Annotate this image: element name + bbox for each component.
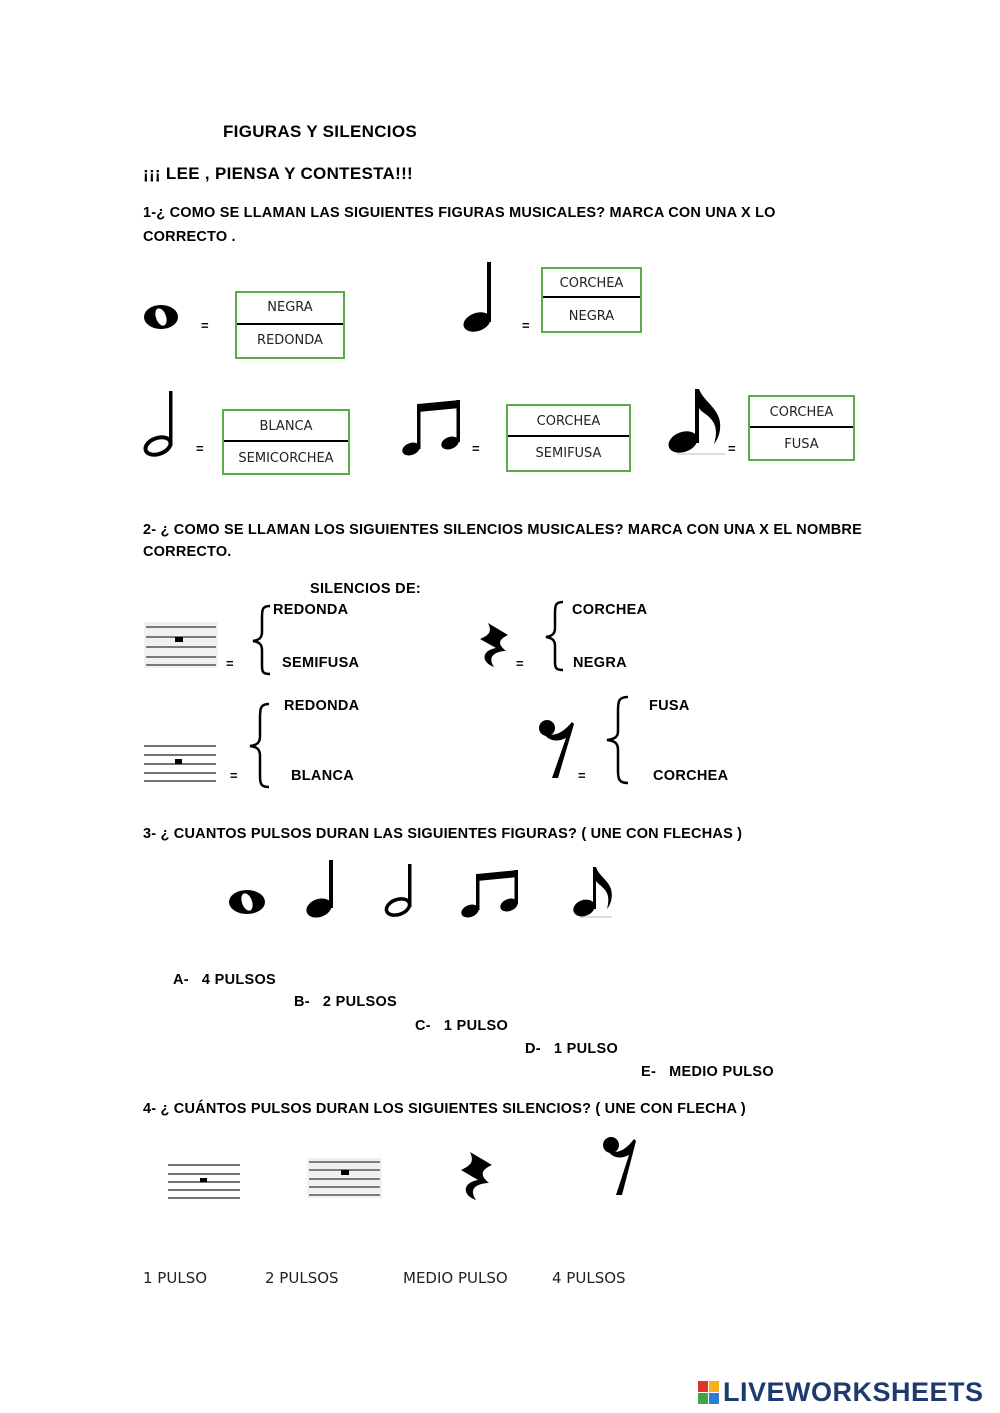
equals-sign: = bbox=[196, 441, 204, 456]
question-4: 4- ¿ CUÁNTOS PULSOS DURAN LOS SIGUIENTES SILENCIOS? ( UNE CON FLECHA ) bbox=[143, 1101, 746, 1117]
option-bottom[interactable]: FUSA bbox=[784, 437, 819, 452]
option-bottom[interactable]: NEGRA bbox=[573, 655, 627, 671]
page-title: FIGURAS Y SILENCIOS bbox=[223, 122, 417, 141]
question-2: 2- ¿ COMO SE LLAMAN LOS SIGUIENTES SILENCIOS MUSICALES? MARCA CON UNA X EL NOMBRE CORRECTO. bbox=[143, 522, 862, 560]
option-top[interactable]: CORCHEA bbox=[572, 602, 648, 618]
equals-sign: = bbox=[728, 441, 736, 456]
answer-label[interactable]: MEDIO PULSO bbox=[403, 1269, 508, 1287]
option-top[interactable]: CORCHEA bbox=[536, 414, 601, 429]
answer-label[interactable]: 2 PULSOS bbox=[265, 1269, 339, 1287]
half-rest-icon bbox=[167, 1163, 242, 1201]
option-top[interactable]: REDONDA bbox=[273, 602, 349, 618]
equals-sign: = bbox=[522, 318, 530, 333]
question-1: 1-¿ COMO SE LLAMAN LAS SIGUIENTES FIGURAS MUSICALES? MARCA CON UNA X LO CORRECTO . bbox=[143, 205, 776, 245]
page-subtitle: ¡¡¡ LEE , PIENSA Y CONTESTA!!! bbox=[143, 164, 413, 183]
option-bottom[interactable]: SEMICORCHEA bbox=[238, 451, 334, 466]
answer-box-2 bbox=[541, 267, 642, 333]
blanca-note-icon bbox=[143, 388, 183, 460]
equals-sign: = bbox=[201, 318, 209, 333]
option-top[interactable]: REDONDA bbox=[284, 698, 360, 714]
quarter-rest-icon bbox=[456, 1150, 500, 1202]
pulse-option-d[interactable]: D- 1 PULSO bbox=[525, 1041, 619, 1057]
whole-rest-icon bbox=[307, 1158, 382, 1198]
answer-box-4 bbox=[506, 404, 631, 472]
blanca-note-icon bbox=[384, 862, 420, 918]
option-top[interactable]: BLANCA bbox=[259, 419, 313, 434]
equals-sign: = bbox=[472, 441, 480, 456]
liveworksheets-logo-icon bbox=[698, 1381, 720, 1405]
answer-label[interactable]: 1 PULSO bbox=[143, 1269, 208, 1287]
whole-rest-icon bbox=[144, 622, 218, 668]
option-bottom[interactable]: SEMIFUSA bbox=[535, 446, 602, 461]
redonda-note-icon bbox=[143, 303, 183, 333]
pulse-option-e[interactable]: E- MEDIO PULSO bbox=[641, 1064, 774, 1080]
brace-icon bbox=[247, 702, 271, 790]
negra-note-icon bbox=[305, 858, 345, 920]
answer-box-3 bbox=[222, 409, 350, 475]
option-bottom[interactable]: CORCHEA bbox=[653, 768, 729, 784]
corchea-note-icon bbox=[667, 386, 729, 458]
equals-sign: = bbox=[230, 768, 238, 783]
pulse-option-b[interactable]: B- 2 PULSOS bbox=[294, 994, 398, 1010]
option-bottom[interactable]: NEGRA bbox=[568, 309, 615, 324]
option-bottom[interactable]: BLANCA bbox=[291, 768, 355, 784]
eighth-rest-icon bbox=[538, 718, 576, 780]
equals-sign: = bbox=[226, 656, 234, 671]
liveworksheets-logo-text: LIVEWORKSHEETS bbox=[723, 1377, 984, 1407]
half-rest-icon bbox=[142, 743, 218, 783]
option-top[interactable]: NEGRA bbox=[267, 300, 313, 315]
equals-sign: = bbox=[516, 656, 524, 671]
beamed-corcheas-icon bbox=[462, 868, 522, 920]
pulse-option-c[interactable]: C- 1 PULSO bbox=[415, 1018, 509, 1034]
corchea-note-icon bbox=[572, 864, 616, 920]
option-top[interactable]: CORCHEA bbox=[769, 405, 834, 420]
option-bottom[interactable]: REDONDA bbox=[257, 333, 323, 348]
pulse-option-a[interactable]: A- 4 PULSOS bbox=[173, 972, 277, 988]
eighth-rest-icon bbox=[602, 1135, 638, 1197]
question-3: 3- ¿ CUANTOS PULSOS DURAN LAS SIGUIENTES FIGURAS? ( UNE CON FLECHAS ) bbox=[143, 826, 743, 842]
redonda-note-icon bbox=[228, 888, 268, 918]
answer-label[interactable]: 4 PULSOS bbox=[552, 1269, 626, 1287]
option-top[interactable]: FUSA bbox=[649, 698, 690, 714]
option-top[interactable]: CORCHEA bbox=[559, 276, 624, 291]
beamed-corcheas-icon bbox=[402, 398, 464, 460]
quarter-rest-icon bbox=[476, 621, 516, 669]
brace-icon bbox=[250, 604, 272, 676]
answer-box-5 bbox=[748, 395, 855, 461]
brace-icon bbox=[604, 695, 630, 787]
negra-note-icon bbox=[462, 260, 502, 335]
equals-sign: = bbox=[578, 768, 586, 783]
option-bottom[interactable]: SEMIFUSA bbox=[282, 655, 360, 671]
brace-icon bbox=[543, 600, 565, 672]
answer-box-1 bbox=[235, 291, 345, 359]
silencios-heading: SILENCIOS DE: bbox=[310, 581, 422, 597]
